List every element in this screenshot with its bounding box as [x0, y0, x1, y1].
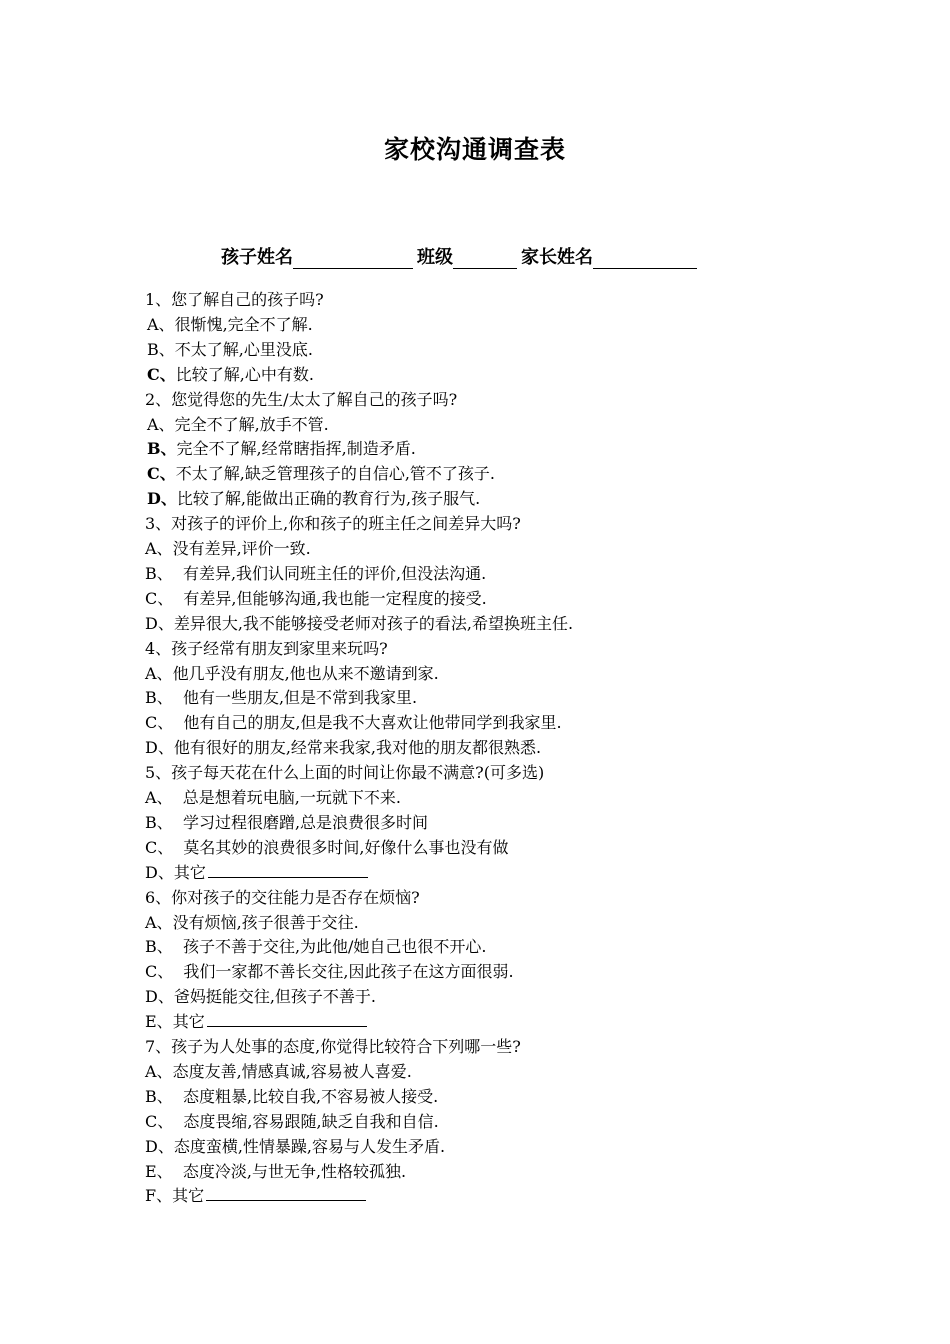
option-label: 他有一些朋友,但是不常到我家里.: [172, 688, 418, 708]
option-letter: A、: [145, 663, 173, 683]
option-item: [145, 736, 541, 760]
option-item: [145, 985, 376, 1009]
option-letter: C、: [145, 837, 174, 857]
option-label: 不太了解,缺乏管理孩子的自信心,管不了孩子.: [175, 464, 496, 484]
other-answer-field[interactable]: [207, 1010, 367, 1027]
page-title: 家校沟通调查表: [383, 135, 566, 164]
option-item: [145, 1085, 438, 1109]
option-letter: A、: [145, 539, 173, 558]
option-item: [145, 1060, 412, 1084]
option-letter: D、: [147, 489, 177, 509]
question-label: 2、您觉得您的先生/太太了解自己的孩子吗?: [145, 389, 458, 409]
option-label: 他有自己的朋友,但是我不大喜欢让他带同学到我家里.: [173, 713, 562, 733]
question-label: 4、孩子经常有朋友到家里来玩吗?: [145, 638, 388, 658]
option-label: 我们一家都不善长交往,因此孩子在这方面很弱.: [173, 962, 514, 982]
option-letter: B、: [145, 688, 173, 708]
option-item: [145, 935, 487, 959]
option-item: [147, 413, 329, 437]
question-text: [145, 886, 420, 910]
option-letter: A、: [145, 788, 173, 807]
option-letter: A、: [145, 1061, 173, 1081]
option-letter: B、: [145, 563, 173, 583]
option-label: 差异很大,我不能够接受老师对孩子的看法,希望换班主任.: [173, 613, 574, 633]
option-letter: C、: [145, 588, 174, 608]
option-label: 态度友善,情感真诚,容易被人喜爱.: [172, 1061, 412, 1081]
option-letter: A、: [147, 314, 175, 334]
question-text: [145, 637, 388, 661]
option-label: 其它: [172, 1012, 205, 1032]
question-label: 7、孩子为人处事的态度,你觉得比较符合下列哪一些?: [145, 1037, 521, 1056]
info-row: [221, 243, 701, 269]
option-item: [145, 861, 368, 885]
option-label: 总是想着玩电脑,一玩就下不来.: [172, 788, 401, 807]
option-item: [145, 587, 487, 611]
option-label: 其它: [173, 862, 206, 882]
option-item: [145, 786, 401, 810]
option-letter: A、: [145, 912, 173, 932]
option-label: 完全不了解,放手不管.: [174, 414, 329, 434]
option-item: [147, 437, 416, 461]
option-label: 比较了解,心中有数.: [175, 364, 314, 384]
class-field[interactable]: [453, 250, 517, 269]
option-item: [145, 612, 573, 636]
option-letter: D、: [145, 1136, 174, 1156]
question-label: 6、你对孩子的交往能力是否存在烦恼?: [145, 887, 420, 907]
option-letter: D、: [145, 862, 174, 882]
option-item: [145, 1160, 406, 1184]
option-letter: E、: [145, 1012, 173, 1032]
question-text: [145, 388, 457, 412]
option-label: 孩子不善于交往,为此他/她自己也很不开心.: [172, 937, 487, 957]
option-label: 他几乎没有朋友,他也从来不邀请到家.: [172, 663, 439, 683]
option-label: 比较了解,能做出正确的教育行为,孩子服气.: [176, 489, 481, 509]
option-item: [145, 1010, 367, 1034]
option-item: [147, 363, 314, 387]
option-label: 没有差异,评价一致.: [172, 539, 311, 558]
option-letter: B、: [145, 937, 173, 957]
option-label: 态度粗暴,比较自我,不容易被人接受.: [172, 1086, 439, 1106]
child-name-label: 孩子姓名: [221, 247, 293, 268]
option-item: [145, 562, 486, 586]
question-label: 1、您了解自己的孩子吗?: [145, 290, 324, 309]
option-item: [145, 1184, 366, 1208]
question-text: [145, 761, 544, 785]
option-item: [147, 487, 480, 511]
option-letter: D、: [145, 738, 174, 758]
option-item: [145, 836, 509, 860]
option-item: [145, 1110, 439, 1134]
option-item: [145, 811, 428, 835]
option-label: 有差异,但能够沟通,我也能一定程度的接受.: [173, 588, 487, 608]
option-letter: D、: [145, 987, 174, 1007]
option-item: [145, 537, 311, 561]
option-label: 完全不了解,经常瞎指挥,制造矛盾.: [176, 439, 416, 459]
option-label: 没有烦恼,孩子很善于交往.: [172, 912, 359, 932]
child-name-field[interactable]: [293, 250, 413, 269]
question-label: 5、孩子每天花在什么上面的时间让你最不满意?(可多选): [145, 763, 545, 783]
option-letter: C、: [145, 962, 174, 982]
option-label: 很惭愧,完全不了解.: [174, 314, 313, 334]
option-label: 学习过程很磨蹭,总是浪费很多时间: [172, 812, 429, 832]
option-letter: A、: [147, 414, 175, 434]
parent-name-label: 家长姓名: [521, 247, 593, 268]
option-letter: B、: [145, 1086, 173, 1106]
question-text: [145, 1035, 521, 1059]
option-item: [145, 911, 359, 935]
option-label: 莫名其妙的浪费很多时间,好像什么事也没有做: [173, 837, 509, 857]
option-item: [145, 960, 514, 984]
question-text: [145, 512, 521, 536]
option-letter: B、: [147, 339, 175, 359]
option-label: 态度畏缩,容易跟随,缺乏自我和自信.: [173, 1111, 439, 1131]
option-letter: C、: [145, 1111, 174, 1131]
option-item: [147, 338, 313, 362]
option-letter: F、: [145, 1186, 173, 1206]
other-answer-field[interactable]: [206, 1184, 366, 1201]
option-item: [145, 662, 439, 686]
option-item: [147, 313, 313, 337]
option-label: 不太了解,心里没底.: [174, 339, 313, 359]
option-letter: C、: [147, 464, 176, 484]
option-label: 其它: [172, 1186, 205, 1206]
option-letter: B、: [145, 812, 173, 832]
option-letter: C、: [145, 713, 174, 733]
option-item: [145, 686, 417, 710]
question-label: 3、对孩子的评价上,你和孩子的班主任之间差异大吗?: [145, 514, 521, 534]
option-letter: D、: [145, 613, 174, 633]
option-item: [145, 1135, 445, 1159]
other-answer-field[interactable]: [208, 861, 368, 878]
option-letter: E、: [145, 1161, 173, 1181]
question-text: [145, 288, 324, 312]
option-letter: B、: [147, 439, 177, 459]
option-label: 爸妈挺能交往,但孩子不善于.: [173, 987, 377, 1007]
class-label: 班级: [417, 247, 453, 268]
option-label: 有差异,我们认同班主任的评价,但没法沟通.: [172, 563, 487, 583]
parent-name-field[interactable]: [593, 250, 697, 269]
option-label: 他有很好的朋友,经常来我家,我对他的朋友都很熟悉.: [173, 738, 542, 758]
option-item: [147, 462, 495, 486]
option-letter: C、: [147, 364, 176, 384]
option-label: 态度蛮横,性情暴躁,容易与人发生矛盾.: [173, 1136, 446, 1156]
option-item: [145, 711, 562, 735]
option-label: 态度冷淡,与世无争,性格较孤独.: [172, 1161, 407, 1181]
